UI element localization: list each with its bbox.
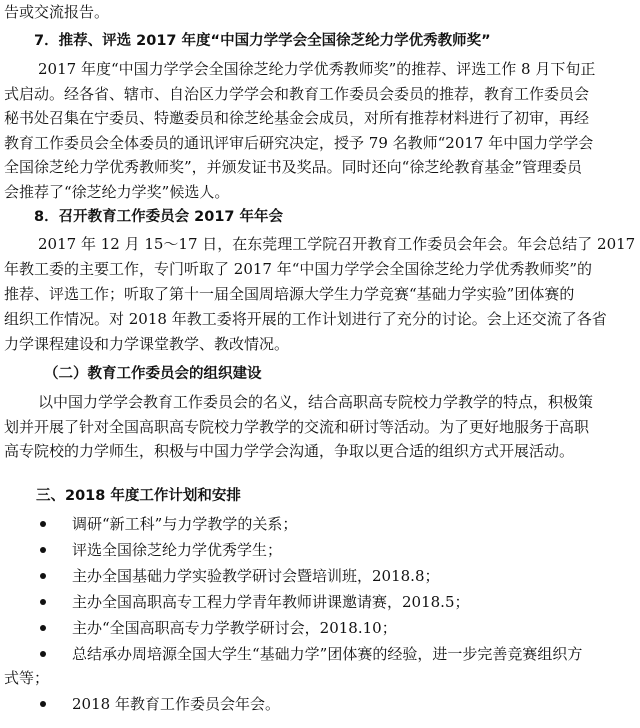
item8-line: 年教工委的主要工作，专门听取了 2017 年“中国力学学会全国徐芝纶力学优秀教师奖”的 <box>4 260 593 278</box>
plan-item: 2018 年教育工作委员会年会。 <box>72 695 280 713</box>
section2-line: 划并开展了针对全国高职高专院校力学教学的交流和研讨等活动。为了更好地服务于高职 <box>4 418 590 436</box>
item7-line: 2017 年度“中国力学学会全国徐芝纶力学优秀教师奖”的推荐、评选工作 8 月下旬正 <box>38 60 596 78</box>
bullet-dot <box>40 599 46 605</box>
plan-item: 主办全国基础力学实验教学研讨会暨培训班，2018.8； <box>72 567 440 585</box>
item8-heading: 8．召开教育工作委员会 2017 年年会 <box>34 209 284 225</box>
item7-line: 会推荐了“徐芝纶力学奖”候选人。 <box>4 183 230 201</box>
plan-item: 评选全国徐芝纶力学优秀学生； <box>72 541 283 559</box>
section3-heading: 三、2018 年度工作计划和安排 <box>36 488 241 504</box>
section2-line: 高专院校的力学师生，积极与中国力学学会沟通，争取以更合适的组织方式开展活动。 <box>4 442 575 460</box>
plan-item: 主办“全国高职高专力学教学研讨会，2018.10； <box>72 619 397 637</box>
item7-line: 秘书处召集在宁委员、特邀委员和徐芝纶基金会成员，对所有推荐材料进行了初审，再经 <box>4 109 590 127</box>
item7-line: 全国徐芝纶力学优秀教师奖”，并颁发证书及奖品。同时还向“徐芝纶教育基金”管理委员 <box>4 158 583 176</box>
item8-line: 组织工作情况。对 2018 年教工委将开展的工作计划进行了充分的讨论。会上还交流了各省 <box>4 310 607 328</box>
plan-item: 总结承办周培源全国大学生“基础力学”团体赛的经验，进一步完善竞赛组织方 <box>72 645 583 663</box>
intro-tail: 告或交流报告。 <box>4 3 110 21</box>
bullet-dot <box>40 651 46 657</box>
section2-heading: （二）教育工作委员会的组织建设 <box>44 366 262 382</box>
plan-item: 调研“新工科”与力学教学的关系； <box>72 515 298 533</box>
item8-line: 推荐、评选工作；听取了第十一届全国周培源大学生力学竞赛“基础力学实验”团体赛的 <box>4 285 575 303</box>
item7-line: 教育工作委员会全体委员的通讯评审后研究决定，授予 79 名教师“2017 年中国力学学会 <box>4 134 594 152</box>
bullet-dot <box>40 521 46 527</box>
item7-heading: 7．推荐、评选 2017 年度“中国力学学会全国徐芝纶力学优秀教师奖” <box>34 33 491 49</box>
bullet-dot <box>40 625 46 631</box>
item7-line: 式启动。经各省、辖市、自治区力学学会和教育工作委员会委员的推荐，教育工作委员会 <box>4 85 590 103</box>
item8-line: 力学课程建设和力学课堂教学、教改情况。 <box>4 335 290 353</box>
bullet-dot <box>40 547 46 553</box>
item8-line: 2017 年 12 月 15～17 日，在东莞理工学院召开教育工作委员会年会。年会总结了 2017 <box>38 235 636 253</box>
bullet-dot <box>40 573 46 579</box>
section2-line: 以中国力学学会教育工作委员会的名义，结合高职高专院校力学教学的特点，积极策 <box>38 393 594 411</box>
plan-item-continuation: 式等； <box>4 669 50 687</box>
bullet-dot <box>40 701 46 707</box>
plan-item: 主办全国高职高专工程力学青年教师讲课邀请赛，2018.5； <box>72 593 470 611</box>
